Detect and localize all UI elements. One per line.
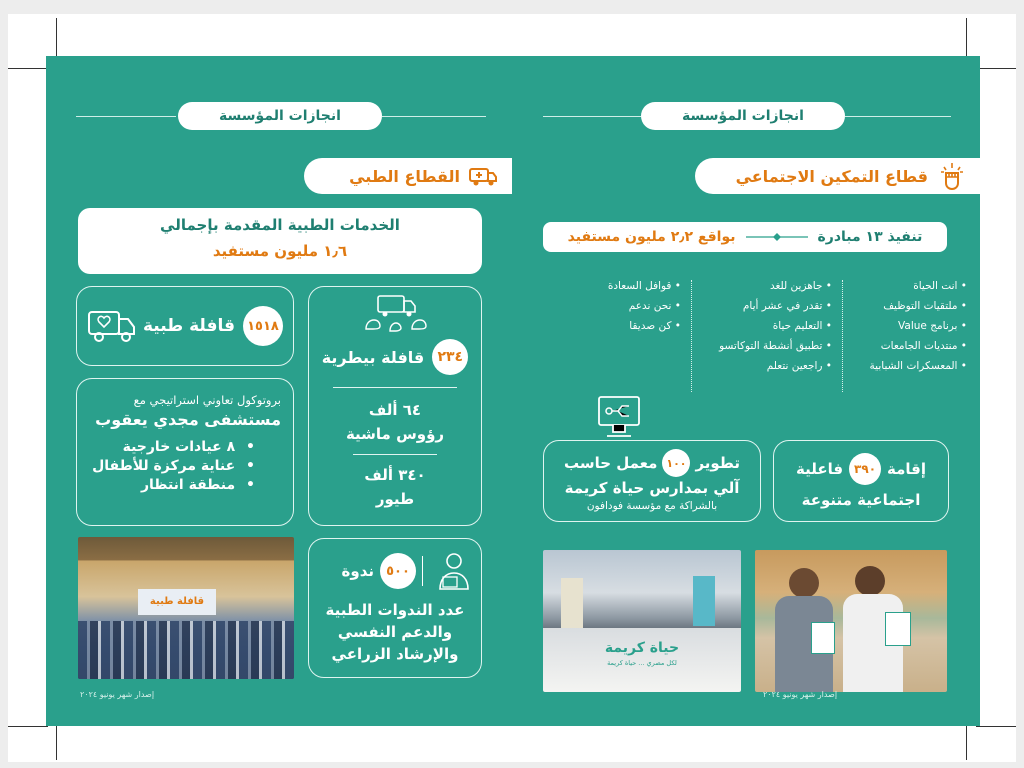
computer-labs-card: تطوير ١٠٠ معمل حاسب آلي بمدارس حياة كريمة بالشراكة مع مؤسسة فودافون bbox=[543, 440, 761, 522]
page-header: انجازات المؤسسة bbox=[178, 102, 382, 130]
events-card: إقامة ٣٩٠ فاعلية اجتماعية متنوعة bbox=[773, 440, 949, 522]
list-item: • عناية مركزة للأطفال bbox=[87, 458, 255, 474]
list-item: • نحن ندعم bbox=[571, 300, 681, 312]
magdi-yacoub-protocol-card: بروتوكول تعاوني استراتيجي مع مستشفى مجدي يعقوب • ٨ عيادات خارجية • عناية مركزة للأطفال • منطقة انتظار bbox=[76, 378, 294, 526]
sector-title-medical: القطاع الطبي bbox=[304, 158, 512, 194]
list-item: • جاهزين للغد bbox=[692, 280, 832, 292]
brochure-spread bbox=[46, 56, 980, 726]
seminars-card: ٥٠٠ ندوة عدد الندوات الطبية والدعم النفسي والإرشاد الزراعي bbox=[308, 538, 482, 678]
list-item: • تقدر في عشر أيام bbox=[692, 300, 832, 312]
list-item: • ملتقيات التوظيف bbox=[843, 300, 967, 312]
medical-convoy-team-photo: قافلة طبية bbox=[78, 537, 294, 679]
medical-truck-icon bbox=[87, 308, 137, 344]
initiatives-bar: تنفيذ ١٣ مبادرة بواقع ٢٫٢ مليون مستفيد bbox=[543, 222, 947, 252]
list-item: • كن صديقا bbox=[571, 320, 681, 332]
list-item: • منتديات الجامعات bbox=[843, 340, 967, 352]
list-item: • انت الحياة bbox=[843, 280, 967, 292]
sector-title-social: قطاع التمكين الاجتماعي bbox=[695, 158, 980, 194]
list-item: • راجعين نتعلم bbox=[692, 360, 832, 372]
page-header: انجازات المؤسسة bbox=[641, 102, 845, 130]
list-item: • تطبيق أنشطة التوكاتسو bbox=[692, 340, 832, 352]
raised-fist-icon bbox=[938, 161, 966, 191]
medical-services-box: الخدمات الطبية المقدمة بإجمالي ١٫٦ مليون مستفيد bbox=[78, 208, 482, 274]
students-photo bbox=[755, 550, 947, 692]
list-item: • قوافل السعادة bbox=[571, 280, 681, 292]
poultry-truck-icon bbox=[309, 293, 481, 337]
list-item: • ٨ عيادات خارجية bbox=[87, 439, 255, 455]
list-item: • برنامج Value bbox=[843, 320, 967, 332]
list-item: • منطقة انتظار bbox=[87, 477, 255, 493]
arrow-divider bbox=[744, 232, 810, 242]
social-empowerment-page bbox=[513, 56, 980, 726]
doctor-icon bbox=[437, 551, 471, 591]
computer-lab-icon bbox=[595, 394, 643, 444]
medical-page bbox=[46, 56, 513, 726]
list-item: • التعليم حياة bbox=[692, 320, 832, 332]
hayah-karima-event-photo bbox=[543, 550, 741, 692]
issue-date: إصدار شهر يونيو ٢٠٢٤ bbox=[80, 690, 155, 699]
initiatives-list bbox=[533, 280, 973, 392]
vet-convoys-card: ٢٣٤ قافلة بيطرية ٦٤ ألف رؤوس ماشية ٣٤٠ ألف طيور bbox=[308, 286, 482, 526]
hayah-karima-logo: حياة كريمة لكل مصري ... حياة كريمة bbox=[604, 640, 680, 667]
list-item: • المعسكرات الشبابية bbox=[843, 360, 967, 372]
ambulance-icon bbox=[468, 165, 498, 187]
issue-date: إصدار شهر يونيو ٢٠٢٤ bbox=[763, 690, 838, 699]
medical-convoys-card: ١٥١٨ قافلة طبية bbox=[76, 286, 294, 366]
